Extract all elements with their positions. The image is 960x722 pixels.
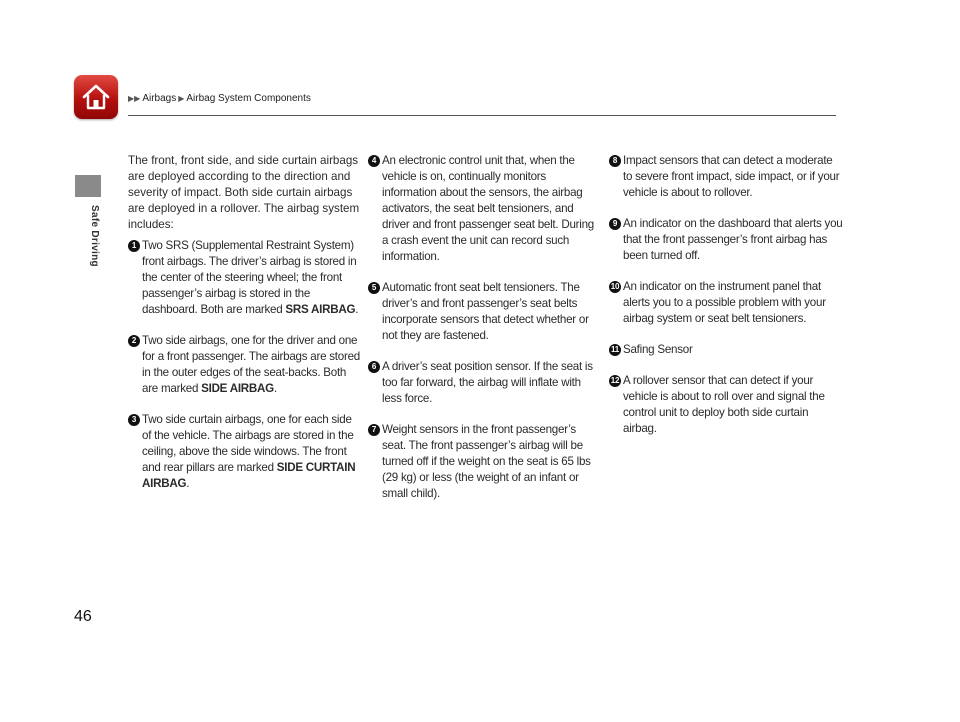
breadcrumb xyxy=(128,93,311,104)
number-badge: 7 xyxy=(368,424,380,436)
list-item xyxy=(609,373,843,437)
home-button[interactable] xyxy=(74,75,118,119)
list-item xyxy=(609,153,843,201)
list-item xyxy=(609,216,843,264)
item-emphasis: SIDE AIRBAG xyxy=(201,382,274,395)
item-tail: . xyxy=(273,382,277,395)
item-emphasis: SIDE CURTAIN AIRBAG xyxy=(142,461,356,490)
list-item xyxy=(368,359,602,407)
page-number: 46 xyxy=(74,608,92,625)
number-badge: 5 xyxy=(368,282,380,294)
item-text: Two SRS (Supplemental Restraint System) front airbags. The driver’s airbag is stored in the center of the steering wheel; the front passenger’s airbag is stored in the dashboard. Both are marked xyxy=(142,239,357,316)
triangle-right-icon: ▶▶ xyxy=(128,94,141,103)
item-text: An indicator on the dashboard that alerts you that the front passenger’s front airbag has been turned off. xyxy=(623,217,843,262)
list-item xyxy=(368,280,602,344)
list-item xyxy=(128,333,362,397)
section-label: Safe Driving xyxy=(89,205,100,267)
home-icon xyxy=(81,83,111,111)
breadcrumb-item-airbags[interactable]: Airbags xyxy=(142,93,177,104)
number-badge: 4 xyxy=(368,155,380,167)
triangle-right-icon: ▶ xyxy=(178,94,185,103)
item-emphasis: SRS AIRBAG xyxy=(285,303,356,316)
number-badge: 12 xyxy=(610,376,620,385)
number-badge: 9 xyxy=(609,218,621,230)
header-divider xyxy=(128,115,836,116)
list-item xyxy=(368,153,602,265)
item-text: An electronic control unit that, when the vehicle is on, continually monitors information about the sensors, the airbag activators, the seat belt tensioners, and driver and front passenger seat belt. During a crash event the unit can record such information. xyxy=(382,154,594,263)
list-item xyxy=(128,238,362,318)
number-badge: 1 xyxy=(128,240,140,252)
section-tab-marker xyxy=(75,175,101,197)
item-text: An indicator on the instrument panel that alerts you to a possible problem with your airbag system or seat belt tensioners. xyxy=(623,280,826,325)
column-3 xyxy=(609,153,843,452)
number-badge: 10 xyxy=(610,282,620,291)
breadcrumb-item-components[interactable]: Airbag System Components xyxy=(186,93,311,104)
item-text: Safing Sensor xyxy=(623,343,693,356)
item-tail: . xyxy=(355,303,359,316)
column-1 xyxy=(128,153,362,507)
number-badge: 8 xyxy=(609,155,621,167)
list-item xyxy=(128,412,362,492)
number-badge: 2 xyxy=(128,335,140,347)
number-badge: 11 xyxy=(609,344,621,356)
list-item xyxy=(609,342,843,358)
item-text: A driver’s seat position sensor. If the seat is too far forward, the airbag will inflate with less force. xyxy=(382,360,593,405)
intro-text: The front, front side, and side curtain airbags are deployed according to the direction and severity of impact. Both side curtain airbags are deployed in a rollover. The airbag system includes: xyxy=(128,154,360,231)
item-text: Impact sensors that can detect a moderate to severe front impact, side impact, or if your vehicle is about to rollover. xyxy=(623,154,840,199)
item-text: Weight sensors in the front passenger’s seat. The front passenger’s airbag will be turned off if the weight on the seat is 65 lbs (29 kg) or less (the weight of an infant or small child). xyxy=(382,423,591,500)
item-text: Automatic front seat belt tensioners. The driver’s and front passenger’s seat belts incorporate sensors that detect whether or not they are fastened. xyxy=(382,281,589,342)
list-item xyxy=(609,279,843,327)
number-badge: 6 xyxy=(368,361,380,373)
column-2 xyxy=(368,153,602,517)
item-text: A rollover sensor that can detect if your vehicle is about to roll over and signal the control unit to deploy both side curtain airbag. xyxy=(623,374,825,435)
item-text: Two side airbags, one for the driver and one for a front passenger. The airbags are stored in the outer edges of the seat-backs. Both are marked xyxy=(142,334,360,395)
list-item xyxy=(368,422,602,502)
number-badge: 3 xyxy=(128,414,140,426)
item-text: Two side curtain airbags, one for each side of the vehicle. The airbags are stored in the ceiling, above the side windows. The front and rear pillars are marked xyxy=(142,413,354,474)
item-tail: . xyxy=(186,477,190,490)
